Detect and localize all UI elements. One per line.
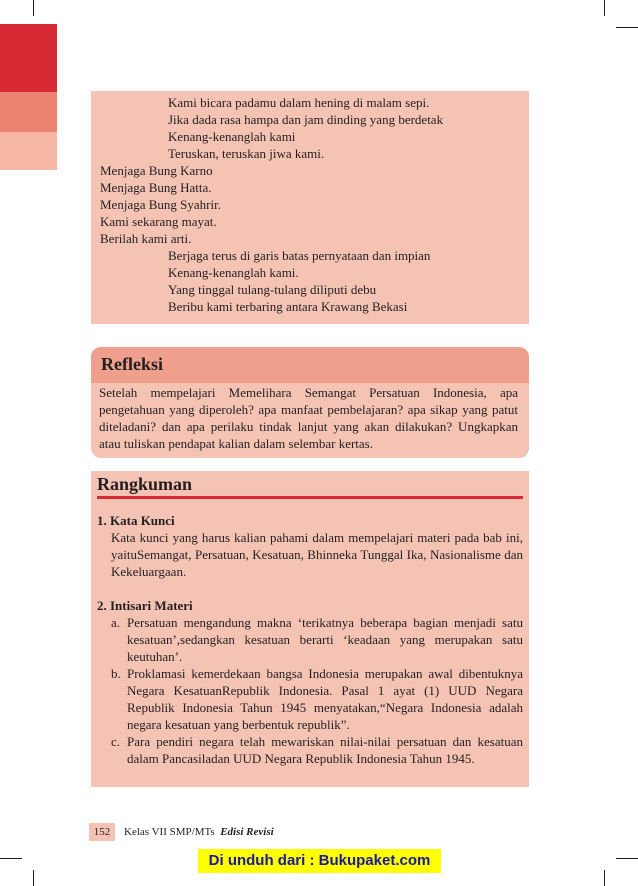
poem-line: Beribu kami terbaring antara Krawang Bekasi — [168, 299, 408, 314]
crop-mark — [0, 858, 22, 859]
book-title: Kelas VII SMP/MTs — [124, 826, 215, 838]
crop-mark — [616, 858, 638, 859]
download-banner[interactable]: Di unduh dari : Bukupaket.com — [198, 849, 441, 873]
poem-line: Kami bicara padamu dalam hening di malam sepi. — [168, 95, 430, 110]
page-number: 152 — [89, 823, 115, 841]
poem-line: Yang tinggal tulang-tulang diliputi debu — [168, 282, 377, 297]
chapter-tab-light — [0, 132, 57, 170]
poem-line: Kami sekarang mayat. — [100, 214, 217, 229]
edition-label: Edisi Revisi — [220, 826, 274, 838]
summary-title-rule — [97, 496, 523, 499]
running-footer — [124, 824, 274, 840]
section-text: Kata kunci yang harus kalian pahami dalam mempelajari materi pada bab ini, yaituSemangat, Persatuan, Kesatuan, Bhinneka Tunggal Ika, Nasionalisme dan Kekeluargaan. — [111, 530, 523, 579]
poem-line: Berilah kami arti. — [100, 231, 192, 246]
chapter-tab-dark — [0, 24, 57, 92]
crop-mark — [33, 870, 34, 886]
crop-mark — [33, 0, 34, 16]
reflection-title: Refleksi — [101, 354, 163, 374]
summary-title: Rangkuman — [97, 474, 193, 494]
poem-line: Menjaga Bung Syahrir. — [100, 197, 221, 212]
list-item-text: Persatuan mengandung makna ‘terikatnya beberapa bagian menjadi satu kesatuan’,sedangkan kesatuan berarti ‘keadaan yang merupakan satu keutuhan’. — [127, 615, 523, 664]
crop-mark — [604, 0, 605, 16]
poem-line: Menjaga Bung Karno — [100, 163, 213, 178]
section-heading: 1. Kata Kunci — [97, 513, 175, 528]
reflection-header — [91, 347, 529, 383]
poem-line: Teruskan, teruskan jiwa kami. — [168, 146, 325, 161]
poem-line: Berjaga terus di garis batas pernyataan dan impian — [168, 248, 431, 263]
list-item-letter: b. — [111, 666, 121, 681]
crop-mark — [616, 27, 638, 28]
list-item-letter: a. — [111, 615, 121, 630]
poem-line: Kenang-kenanglah kami — [168, 129, 296, 144]
section-heading: 2. Intisari Materi — [97, 598, 193, 613]
poem-box — [91, 91, 529, 324]
list-item-text: Para pendiri negara telah mewariskan nilai-nilai persatuan dan kesatuan dalam Pancasiladan UUD Negara Republik Indonesia Tahun 1945. — [127, 734, 523, 766]
poem-line: Kenang-kenanglah kami. — [168, 265, 299, 280]
chapter-tab-medium — [0, 92, 57, 132]
poem-line: Menjaga Bung Hatta. — [100, 180, 212, 195]
summary-box — [91, 471, 529, 787]
poem-line: Jika dada rasa hampa dan jam dinding yang berdetak — [168, 112, 444, 127]
list-item-letter: c. — [111, 734, 121, 749]
list-item-text: Proklamasi kemerdekaan bangsa Indonesia merupakan awal dibentuknya Negara KesatuanRepublik Indonesia. Pasal 1 ayat (1) UUD Negara Republik Indonesia Tahun 1945 menyatakan,“Negara Indonesia adalah negara kesatuan yang berbentuk republik”. — [127, 666, 523, 732]
reflection-text: Setelah mempelajari Memelihara Semangat Persatuan Indonesia, apa pengetahuan yang diperoleh? apa manfaat pembelajaran? apa sikap yang patut diteladani? dan apa perilaku tindak lanjut yang akan dilakukan? Ungkapkan atau tuliskan pendapat kalian dalam selembar kertas. — [99, 385, 518, 451]
crop-mark — [604, 870, 605, 886]
reflection-box — [91, 347, 529, 458]
